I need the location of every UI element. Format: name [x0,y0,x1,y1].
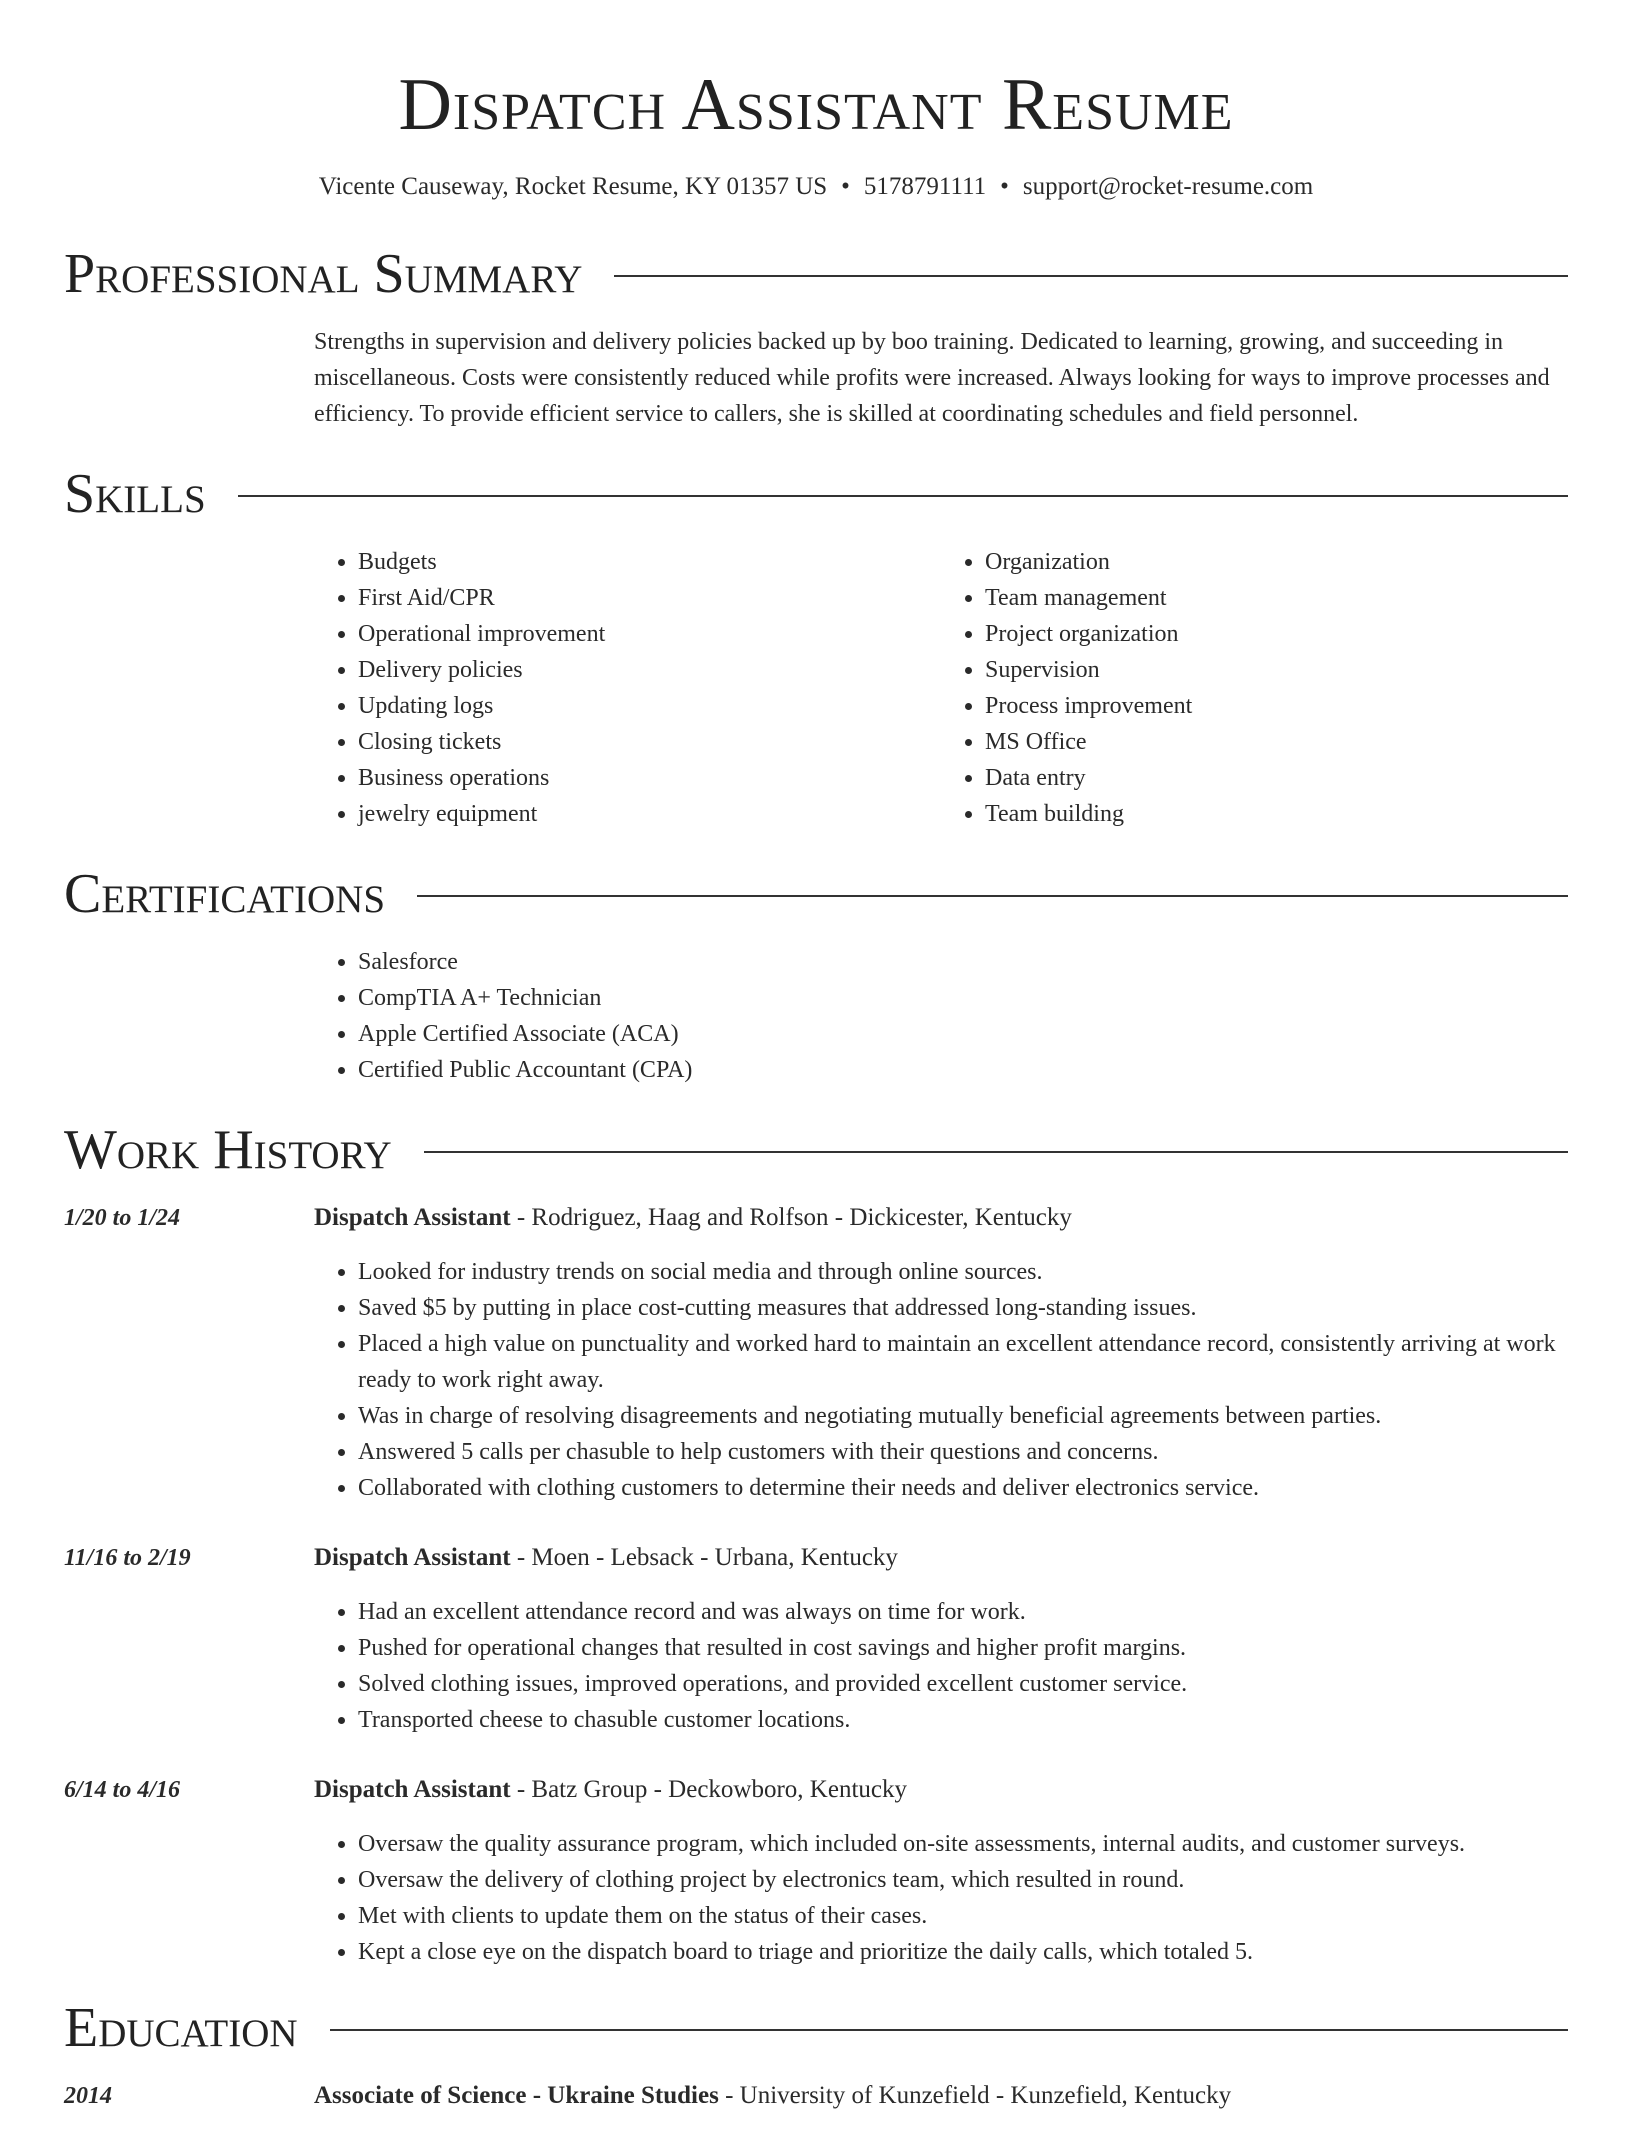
education-header [64,1994,1568,2062]
job-bullets [314,1826,1568,1970]
resume-page [64,0,1568,2132]
skill-item: • Closing tickets [358,724,941,760]
job-bullet: • Transported cheese to chasuble customer locations. [358,1702,1568,1738]
job-details [314,1540,1568,1738]
skill-item: • First Aid/CPR [358,580,941,616]
job-bullet: • Placed a high value on punctuality and worked hard to maintain an excellent attendance record, consistently arriving at work ready to work right away. [358,1326,1568,1398]
certification-item: • Salesforce [358,944,1568,980]
contact-separator: • [1000,173,1009,200]
education-section [64,1994,1568,2132]
skill-item: • Operational improvement [358,616,941,652]
job-bullet: • Oversaw the quality assurance program, which included on-site assessments, internal audits, and customer surveys. [358,1826,1568,1862]
contact-address: Vicente Causeway, Rocket Resume, KY 01357 US [318,173,828,200]
section-divider [330,2029,1568,2031]
job-bullet: • Solved clothing issues, improved operations, and provided excellent customer service. [358,1666,1568,1702]
skill-item: • MS Office [985,724,1568,760]
skill-item: • Supervision [985,652,1568,688]
job-role: Dispatch Assistant [314,1204,511,1231]
education-details [314,2078,1568,2132]
job-heading [314,1540,1568,1576]
summary-header [64,240,1568,308]
education-list [64,2078,1568,2132]
summary-heading: Professional Summary [64,243,583,305]
job-bullet: • Looked for industry trends on social media and through online sources. [358,1254,1568,1290]
job-employer: - Moen - Lebsack - Urbana, Kentucky [510,1544,898,1571]
job-entry [64,1200,1568,1506]
job-bullet: • Kept a close eye on the dispatch board to triage and prioritize the daily calls, which totaled 5. [358,1934,1568,1970]
resume-title: Dispatch Assistant Resume [398,64,1234,146]
job-dates: 1/20 to 1/24 [64,1205,181,1231]
job-entry [64,1540,1568,1738]
certifications-section [64,860,1568,1088]
certifications-list [314,944,1568,1088]
skill-item: • Budgets [358,544,941,580]
certifications-heading: Certifications [64,863,386,925]
contact-separator: • [841,173,850,200]
skill-item: • Delivery policies [358,652,941,688]
contact-line [64,170,1568,204]
job-details [314,1200,1568,1506]
work-history-heading: Work History [64,1119,392,1181]
skill-item: • jewelry equipment [358,796,941,832]
job-bullets [314,1594,1568,1738]
job-bullet: • Answered 5 calls per chasuble to help customers with their questions and concerns. [358,1434,1568,1470]
job-bullet: • Saved $5 by putting in place cost-cutting measures that addressed long-standing issues. [358,1290,1568,1326]
certifications-block [314,944,1568,1088]
skills-columns [314,544,1568,832]
summary-text: Strengths in supervision and delivery policies backed up by boo training. Dedicated to learning, growing, and succeeding in miscellaneous. Costs were consistently reduced while profits were increased. Always looking for ways to improve processes and efficiency. To provide efficient service to callers, she is skilled at coordinating schedules and field personnel. [314,329,1550,427]
section-divider [424,1151,1568,1153]
education-heading: Education [64,1997,298,2059]
skill-item: • Process improvement [985,688,1568,724]
education-degree: Associate of Science - Ukraine Studies [314,2082,719,2109]
skill-item: • Data entry [985,760,1568,796]
skills-section [64,460,1568,832]
certification-item: • Apple Certified Associate (ACA) [358,1016,1568,1052]
certifications-header [64,860,1568,928]
job-dates: 6/14 to 4/16 [64,1777,181,1803]
job-employer: - Batz Group - Deckowboro, Kentucky [510,1776,907,1803]
job-dates: 11/16 to 2/19 [64,1545,191,1571]
skills-header [64,460,1568,528]
job-bullet: • Pushed for operational changes that resulted in cost savings and higher profit margins. [358,1630,1568,1666]
job-heading [314,1772,1568,1808]
education-heading-line [314,2078,1568,2114]
skill-item: • Updating logs [358,688,941,724]
section-divider [417,895,1568,897]
summary-section [64,240,1568,432]
job-bullet: • Had an excellent attendance record and was always on time for work. [358,1594,1568,1630]
skill-item: • Organization [985,544,1568,580]
education-dates: 2014 [64,2083,112,2109]
skills-heading: Skills [64,463,206,525]
job-bullet: • Met with clients to update them on the status of their cases. [358,1898,1568,1934]
jobs-list [64,1200,1568,1970]
education-entry [64,2078,1568,2132]
job-bullet: • Collaborated with clothing customers to determine their needs and deliver electronics service. [358,1470,1568,1506]
section-divider [614,275,1568,277]
job-role: Dispatch Assistant [314,1776,511,1803]
education-school: - University of Kunzefield - Kunzefield, Kentucky [718,2082,1232,2109]
job-bullet: • Was in charge of resolving disagreements and negotiating mutually beneficial agreements between parties. [358,1398,1568,1434]
work-history-header [64,1116,1568,1184]
certification-item: • CompTIA A+ Technician [358,980,1568,1016]
skill-item: • Project organization [985,616,1568,652]
job-employer: - Rodriguez, Haag and Rolfson - Dickicester, Kentucky [510,1204,1072,1231]
skills-list-left [314,544,941,832]
job-bullet: • Oversaw the delivery of clothing project by electronics team, which resulted in round. [358,1862,1568,1898]
skill-item: • Business operations [358,760,941,796]
skills-list-right [941,544,1568,832]
work-history-section [64,1116,1568,1970]
section-divider [238,495,1568,497]
skill-item: • Team management [985,580,1568,616]
job-heading [314,1200,1568,1236]
job-details [314,1772,1568,1970]
contact-phone: 5178791111 [863,173,987,200]
job-entry [64,1772,1568,1970]
certification-item: • Certified Public Accountant (CPA) [358,1052,1568,1088]
skill-item: • Team building [985,796,1568,832]
contact-email: support@rocket-resume.com [1022,173,1314,200]
job-role: Dispatch Assistant [314,1544,511,1571]
job-bullets [314,1254,1568,1506]
